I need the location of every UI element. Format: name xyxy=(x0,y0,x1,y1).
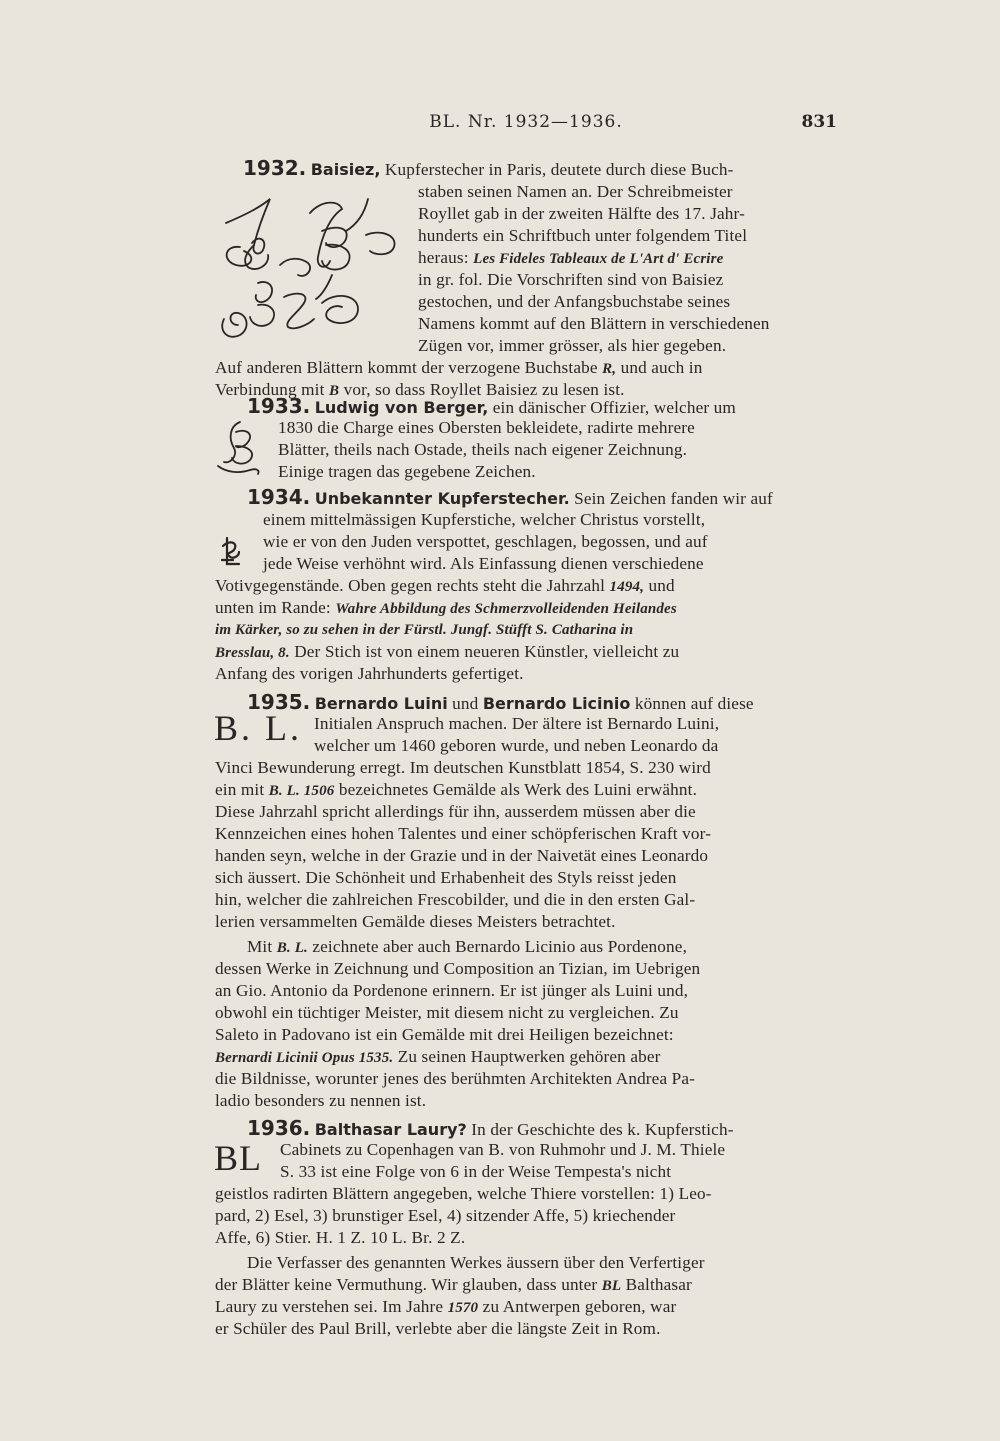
text: und xyxy=(452,694,479,713)
entry-1935-para2-line-4: obwohl ein tüchtiger Meister, mit diesem nicht zu vergleichen. Zu xyxy=(215,1003,679,1022)
text: ein dänischer Offizier, welcher um xyxy=(492,398,736,417)
entry-1936-line-4: geistlos radirten Blättern angegeben, welche Thiere vorstellen: 1) Leo- xyxy=(215,1184,712,1203)
entry-1935-para2-line-2: dessen Werke in Zeichnung und Composition an Tizian, im Uebrigen xyxy=(215,959,701,978)
entry-1934-line-4: jede Weise verhöhnt wird. Als Einfassung dienen verschiedene xyxy=(263,554,704,573)
entry-name: Bernardo Licinio xyxy=(482,694,631,713)
entry-name: Balthasar Laury? xyxy=(314,1120,467,1139)
entry-1935-line-5 xyxy=(215,780,697,801)
text: Kupferstecher in Paris, deutete durch diese Buch- xyxy=(384,160,734,179)
signature: B. L. xyxy=(276,940,308,956)
bl-initials-mark: B. L. xyxy=(214,708,303,748)
entry-1933-line-2: 1830 die Charge eines Obersten bekleidete, radirte mehrere xyxy=(278,418,695,437)
entry-1936-line-6: Affe, 6) Stier. H. 1 Z. 10 L. Br. 2 Z. xyxy=(215,1228,466,1247)
entry-1935-line-2: Initialen Anspruch machen. Der ältere ist Bernardo Luini, xyxy=(314,714,720,733)
entry-1933-line-1 xyxy=(247,396,736,418)
italic-letter: R, xyxy=(602,361,617,377)
text: der Blätter keine Vermuthung. Wir glauben, dass unter xyxy=(215,1275,598,1294)
entry-1934-line-3: wie er von den Juden verspottet, geschlagen, begossen, und auf xyxy=(263,532,708,551)
inscription: Wahre Abbildung des Schmerzvolleidenden Heilandes xyxy=(335,601,677,617)
text: und xyxy=(648,576,675,595)
baisiez-monogram-marks xyxy=(218,195,414,343)
entry-name: Baisiez, xyxy=(310,160,381,179)
entry-number: 1934. xyxy=(247,485,311,509)
entry-1936-para2-line-3 xyxy=(215,1297,676,1318)
text: zeichnete aber auch Bernardo Licinio aus Pordenone, xyxy=(312,937,688,956)
running-head: BL. Nr. 1932—1936. xyxy=(429,112,623,132)
entry-1935-line-1 xyxy=(247,692,754,714)
entry-name: Unbekannter Kupferstecher. xyxy=(314,489,570,508)
text: Zu seinen Hauptwerken gehören aber xyxy=(397,1047,661,1066)
inscription: Bresslau, 8. xyxy=(215,645,290,661)
text: vor, so dass Royllet Baisiez zu lesen ist. xyxy=(343,380,625,399)
entry-number: 1935. xyxy=(247,690,311,714)
text: In der Geschichte des k. Kupferstich- xyxy=(471,1120,734,1139)
text: können auf diese xyxy=(634,694,754,713)
text: Sein Zeichen fanden wir auf xyxy=(574,489,773,508)
signature: B. L. 1506 xyxy=(268,783,335,799)
entry-1934-line-9: Anfang des vorigen Jahrhunderts gefertiget. xyxy=(215,664,524,683)
entry-1935-line-9: sich äussert. Die Schönheit und Erhabenheit des Styls reisst jeden xyxy=(215,868,677,887)
entry-1936-para2-line-1: Die Verfasser des genannten Werkes äussern über den Verfertiger xyxy=(247,1253,705,1272)
text: zu Antwerpen geboren, war xyxy=(482,1297,677,1316)
entry-1934-line-7: im Kärker, so zu sehen in der Fürstl. Jungf. Stüfft S. Catharina in xyxy=(215,622,634,638)
book-title: Les Fideles Tableaux de L'Art d' Ecrire xyxy=(473,251,724,267)
entry-1932-line-9: Zügen vor, immer grösser, als hier gegeben. xyxy=(418,336,727,355)
unknown-engraver-mark xyxy=(219,534,245,570)
entry-name: Bernardo Luini xyxy=(314,694,448,713)
text: Mit xyxy=(247,937,273,956)
entry-1935-line-3: welcher um 1460 geboren wurde, und neben Leonardo da xyxy=(314,736,719,755)
entry-1932-line-3: Royllet gab in der zweiten Hälfte des 17. Jahr- xyxy=(418,204,745,223)
entry-1936-line-3: S. 33 ist eine Folge von 6 in der Weise Tempesta's nicht xyxy=(280,1162,672,1181)
text: ein mit xyxy=(215,780,265,799)
entry-1935-line-4: Vinci Bewunderung erregt. Im deutschen Kunstblatt 1854, S. 230 wird xyxy=(215,758,711,777)
berger-monogram-mark xyxy=(216,418,262,476)
lb-monogram-icon xyxy=(216,418,262,476)
text: heraus: xyxy=(418,248,469,267)
entry-1935-line-8: handen seyn, welche in der Grazie und in der Naivetät eines Leonardo xyxy=(215,846,709,865)
entry-1932-line-10 xyxy=(215,358,702,379)
entry-1934-line-8 xyxy=(215,642,679,663)
entry-1936-para2-line-4: er Schüler des Paul Brill, verlebte aber die längste Zeit in Rom. xyxy=(215,1319,661,1338)
entry-1935-para2-line-7: die Bildnisse, worunter jenes des berühmten Architekten Andrea Pa- xyxy=(215,1069,696,1088)
entry-1933-line-4: Einige tragen das gegebene Zeichen. xyxy=(278,462,536,481)
entry-1935-para2-line-8: ladio besonders zu nennen ist. xyxy=(215,1091,427,1110)
entry-1935-para2-line-6 xyxy=(215,1047,661,1068)
signature: BL xyxy=(601,1278,622,1294)
entry-1932-line-1 xyxy=(243,158,734,180)
entry-1935-para2-line-5: Saleto in Padovano ist ein Gemälde mit drei Heiligen bezeichnet: xyxy=(215,1025,674,1044)
entry-number: 1932. xyxy=(243,156,307,180)
baisiez-monogram-icon xyxy=(218,195,414,343)
text: Votivgegenstände. Oben gegen rechts steht die Jahrzahl xyxy=(215,576,606,595)
entry-number: 1933. xyxy=(247,394,311,418)
page-number: 831 xyxy=(801,112,837,132)
entry-1932-line-8: Namens kommt auf den Blättern in verschiedenen xyxy=(418,314,770,333)
entry-1936-line-5: pard, 2) Esel, 3) brunstiger Esel, 4) sitzender Affe, 5) kriechender xyxy=(215,1206,676,1225)
year: 1570 xyxy=(447,1300,479,1316)
entry-1933-line-3: Blätter, theils nach Ostade, theils nach eigener Zeichnung. xyxy=(278,440,688,459)
entry-1935-para2-line-1 xyxy=(247,937,687,958)
entry-1932-line-2: staben seinen Namen an. Der Schreibmeister xyxy=(418,182,733,201)
entry-1936-para2-line-2 xyxy=(215,1275,692,1296)
bl-monogram-mark: BL xyxy=(214,1138,263,1178)
entry-1934-line-1 xyxy=(247,487,773,509)
text: Verbindung mit xyxy=(215,380,325,399)
entry-1934-line-2: einem mittelmässigen Kupferstiche, welcher Christus vorstellt, xyxy=(263,510,706,529)
entry-1936-line-2: Cabinets zu Copenhagen van B. von Ruhmohr und J. M. Thiele xyxy=(280,1140,726,1159)
entry-1932-line-5 xyxy=(418,248,723,269)
entry-1935-line-6: Diese Jahrzahl spricht allerdings für ihn, ausserdem müssen aber die xyxy=(215,802,696,821)
entry-1934-line-5 xyxy=(215,576,675,597)
text: bezeichnetes Gemälde als Werk des Luini erwähnt. xyxy=(338,780,698,799)
entry-1935-line-11: lerien versammelten Gemälde dieses Meisters betrachtet. xyxy=(215,912,616,931)
entry-1935-line-10: hin, welcher die zahlreichen Frescobilder, und die in den ersten Gal- xyxy=(215,890,696,909)
entry-1935-line-7: Kennzeichen eines hohen Talentes und einer schöpferischen Kraft vor- xyxy=(215,824,712,843)
entry-1936-line-1 xyxy=(247,1118,734,1140)
text: Laury zu verstehen sei. Im Jahre xyxy=(215,1297,444,1316)
entry-1934-line-6 xyxy=(215,598,677,619)
entry-1932-line-4: hunderts ein Schriftbuch unter folgendem Titel xyxy=(418,226,748,245)
inscription: Bernardi Licinii Opus 1535. xyxy=(215,1050,394,1066)
text: Auf anderen Blättern kommt der verzogene Buchstabe xyxy=(215,358,598,377)
entry-1932-line-7: gestochen, und der Anfangsbuchstabe seines xyxy=(418,292,731,311)
entry-1932-line-6: in gr. fol. Die Vorschriften sind von Baisiez xyxy=(418,270,724,289)
text: Der Stich ist von einem neueren Künstler, vielleicht zu xyxy=(294,642,680,661)
entry-number: 1936. xyxy=(247,1116,311,1140)
text: unten im Rande: xyxy=(215,598,331,617)
year: 1494, xyxy=(609,579,645,595)
text: Balthasar xyxy=(625,1275,692,1294)
engraver-mark-icon xyxy=(219,534,245,570)
page-header xyxy=(215,112,837,142)
entry-name: Ludwig von Berger, xyxy=(314,398,489,417)
italic-letter: B xyxy=(328,383,340,399)
entry-1935-para2-line-3: an Gio. Antonio da Pordenone erinnern. Er ist jünger als Luini und, xyxy=(215,981,689,1000)
text: und auch in xyxy=(620,358,703,377)
